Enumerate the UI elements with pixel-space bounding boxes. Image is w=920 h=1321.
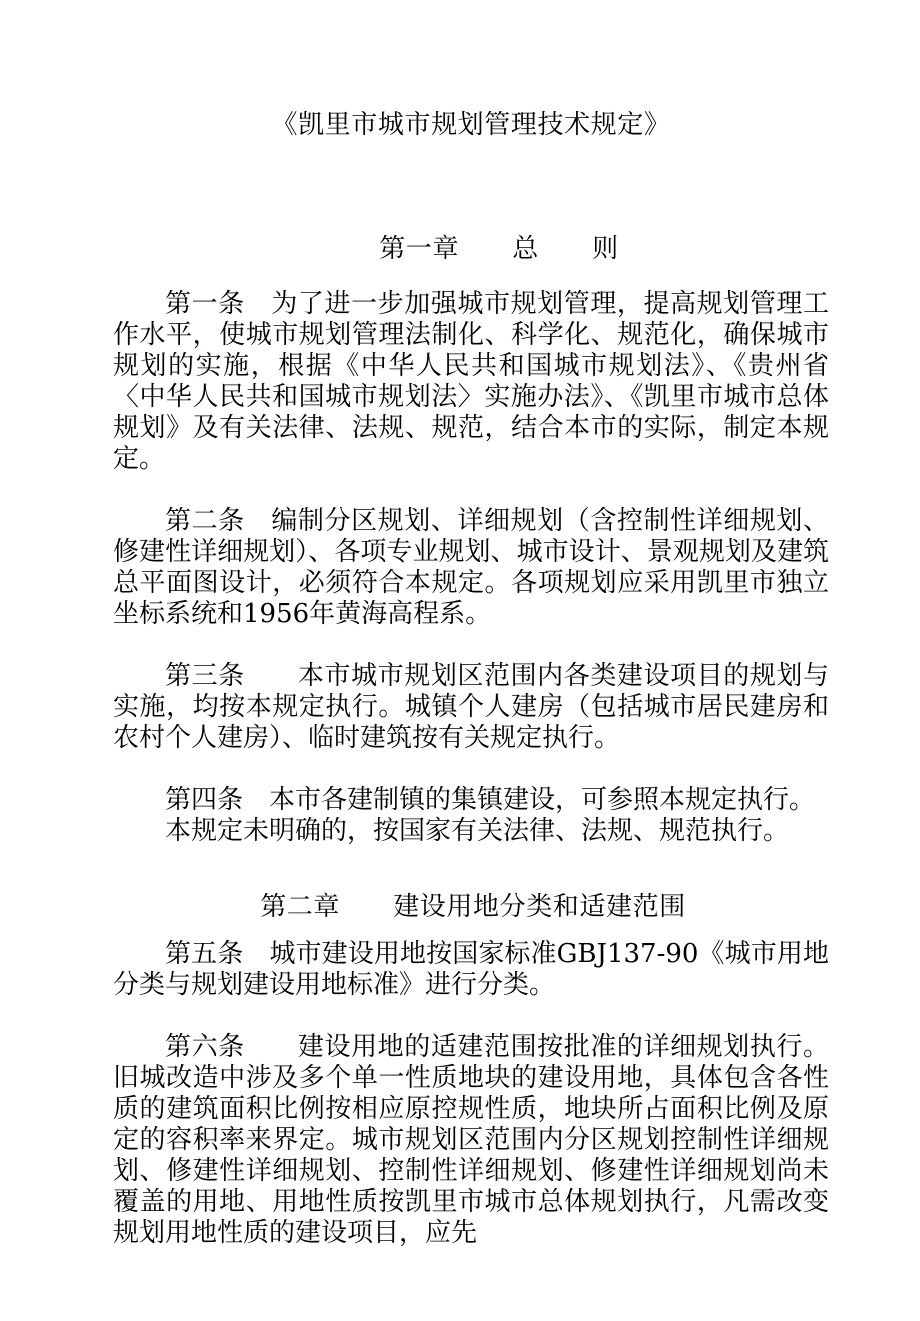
chapter-heading-1: 第一章 总 则: [379, 234, 619, 264]
spacer: [113, 1001, 829, 1032]
chapter-heading-2: 第二章 建设用地分类和适建范围: [260, 892, 686, 922]
document-text-column: [113, 0, 829, 1249]
article-1-paragraph: 第一条 为了进一步加强城市规划管理，提高规划管理工作水平，使城市规划管理法制化、科学化、规范化，确保城市规划的实施，根据《中华人民共和国城市规划法》、《贵州省〈中华人民共和国城市规划法〉实施办法》、《凯里市城市总体规划》及有关法律、法规、规范，结合本市的实际，制定本规定。: [113, 289, 829, 474]
spacer: [113, 475, 829, 506]
article-6-paragraph: 第六条 建设用地的适建范围按批准的详细规划执行。旧城改造中涉及多个单一性质地块的建设用地，具体包含各性质的建筑面积比例按相应原控规性质，地块所占面积比例及原定的容积率来界定。城市规划区范围内分区规划控制性详细规划、修建性详细规划、控制性详细规划、修建性详细规划尚未覆盖的用地、用地性质按凯里市城市总体规划执行，凡需改变规划用地性质的建设项目，应先: [113, 1032, 829, 1248]
article-3-paragraph: 第三条 本市城市规划区范围内各类建设项目的规划与实施，均按本规定执行。城镇个人建房（包括城市居民建房和农村个人建房）、临时建筑按有关规定执行。: [113, 661, 829, 753]
spacer: [113, 923, 829, 939]
document-title: 《凯里市城市规划管理技术规定》: [271, 110, 671, 140]
article-4-paragraph-line2: 本规定未明确的，按国家有关法律、法规、规范执行。: [165, 816, 790, 846]
spacer: [113, 754, 829, 785]
spacer: [113, 630, 829, 661]
article-2-paragraph: 第二条 编制分区规划、详细规划（含控制性详细规划、修建性详细规划）、各项专业规划、城市设计、景观规划及建筑总平面图设计，必须符合本规定。各项规划应采用凯里市独立坐标系统和1956年黄海高程系。: [113, 506, 829, 629]
spacer: [113, 265, 829, 289]
article-4-paragraph: 第四条 本市各建制镇的集镇建设，可参照本规定执行。: [165, 785, 816, 815]
article-5-paragraph: 第五条 城市建设用地按国家标准GBJ137-90《城市用地分类与规划建设用地标准》进行分类。: [113, 939, 829, 1000]
spacer: [113, 847, 829, 863]
